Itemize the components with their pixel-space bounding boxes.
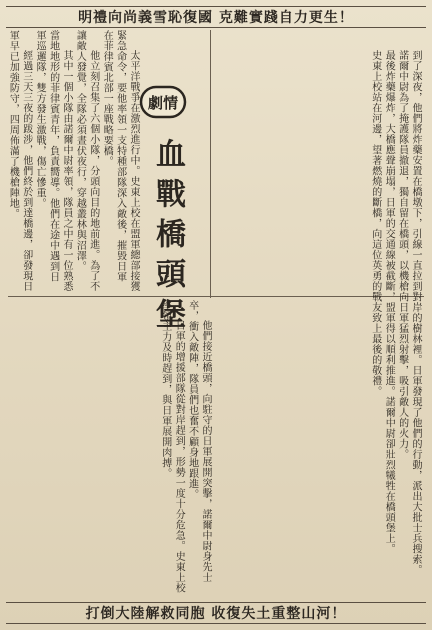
upper-left-text-block — [7, 30, 140, 292]
right-text-block — [216, 30, 422, 600]
lower-left-text-block — [12, 300, 212, 600]
paragraph: 最後炸藥爆炸，大橋應聲崩塌，日軍的交通線被截斷，盟軍得以順利推進。諾爾中尉卻壯烈犧牲在橋頭堡上。 — [383, 50, 395, 554]
svg-text:劇情: 劇情 — [147, 94, 179, 112]
bottom-slogan-banner: 打倒大陸解救同胞 收復失土重整山河！ — [6, 602, 426, 624]
paragraph: 日軍的增援部隊從對岸趕到，形勢一度十分危急。史東上校率領主力及時趕到，與日軍展開肉搏。 — [159, 300, 185, 593]
top-slogan-banner: 明禮向尚義雪恥復國 克難實踐自力更生！ — [6, 6, 426, 28]
article-title: 血戰橋頭堡 — [150, 138, 185, 338]
paragraph: 太平洋戰爭在激烈進行中。史東上校在盟軍總部接獲緊急命令，要他率領一支特種部隊深入敵後，摧毀日軍在菲律賓北部一座戰略要橋。 — [101, 30, 139, 292]
article-logo — [140, 84, 186, 120]
paragraph: 史東上校站在河邊，望著燃燒的斷橋，向這位英勇的戰友致上最後的敬禮。 — [369, 50, 381, 397]
paragraph: 他立刻召集了六個小隊，分頭向目的地前進。為了不讓敵人發覺，全隊必須晝伏夜行，穿越叢林與沼澤。 — [74, 30, 99, 292]
paragraph: 經過三天三夜的跋涉，他們終於到達橋邊，卻發現日軍早已加強防守，四周佈滿了機槍陣地。 — [7, 30, 32, 292]
paragraph: 其中一個小隊由諾爾中尉率領，隊員之中有一位熟悉當地地形的菲律賓青年，負責嚮導。他們在途中遇到日軍巡邏隊，雙方發生激戰，傷亡慘重。 — [34, 30, 72, 292]
paragraph: 諾爾中尉為了掩護隊員撤退，獨自留在橋頭，以機槍向日軍猛烈射擊，吸引敵人的火力。 — [396, 50, 408, 460]
paragraph: 到了深夜，他們將炸藥安置在橋墩下，引線一直拉到對岸的樹林裡。日軍發現了他們的行動，派出大批士兵搜索。 — [410, 50, 421, 575]
vertical-divider — [210, 30, 211, 298]
paragraph: 他們接近橋頭，向駐守的日軍展開突擊，諾爾中尉身先士卒，衝入敵陣，隊員們也奮不顧身地跟進。 — [186, 300, 211, 583]
